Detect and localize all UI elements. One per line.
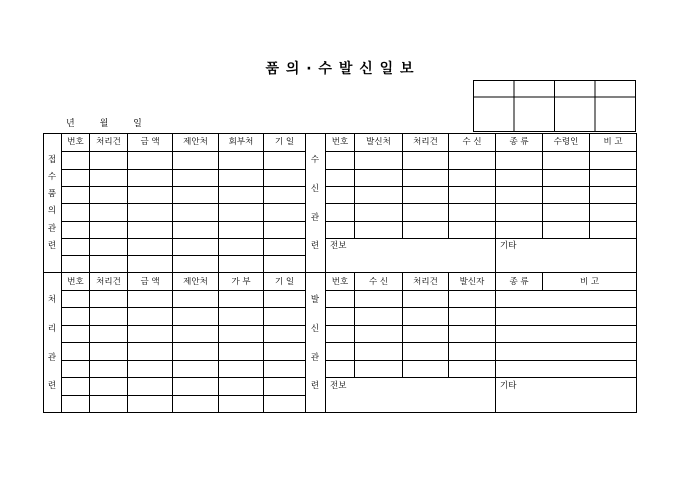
tr-footer-other: 기타 — [500, 241, 517, 251]
tr-header-type: 종 류 — [509, 137, 529, 147]
tl-header-due-date: 기 일 — [274, 137, 295, 147]
bl-side-char-4: 련 — [47, 381, 57, 391]
tr-header-sender: 발신처 — [366, 137, 391, 147]
date-year-label: 년 — [66, 119, 75, 129]
bl-header-case: 처리건 — [96, 277, 121, 287]
bl-header-due-date: 기 일 — [274, 277, 295, 287]
bl-header-number: 번호 — [67, 277, 84, 287]
tr-side-char-1: 수 — [310, 155, 320, 165]
tl-side-char-5: 관 — [47, 224, 57, 234]
bl-header-approval: 가 부 — [231, 277, 251, 287]
br-footer-telegram: 전보 — [330, 381, 347, 391]
br-footer-other: 기타 — [500, 381, 517, 391]
bl-header-amount: 금 액 — [140, 277, 160, 287]
br-side-char-4: 련 — [310, 381, 320, 391]
tr-header-recipient: 수령인 — [553, 137, 579, 147]
tl-header-referral: 회부처 — [228, 137, 254, 147]
document-title: 품 의 · 수 발 신 일 보 — [265, 61, 415, 77]
tr-side-char-4: 련 — [310, 241, 320, 251]
date-month-label: 월 — [99, 119, 109, 129]
bl-side-char-2: 리 — [47, 324, 57, 334]
date-day-label: 일 — [133, 119, 142, 129]
tr-side-char-3: 관 — [310, 213, 320, 223]
tl-header-amount: 금 액 — [140, 137, 160, 147]
tr-footer-telegram: 전보 — [330, 241, 347, 251]
tr-header-case: 처리건 — [413, 137, 438, 147]
tl-side-char-4: 의 — [47, 206, 57, 216]
approval-stamp-box — [473, 80, 636, 132]
date-line — [66, 116, 164, 129]
br-header-case: 처리건 — [413, 277, 438, 287]
br-header-recipient: 수 신 — [368, 277, 389, 287]
tr-header-receive: 수 신 — [462, 137, 482, 147]
tl-side-char-3: 품 — [47, 189, 57, 199]
br-side-char-3: 관 — [310, 353, 320, 363]
bl-header-proposer: 제안처 — [183, 277, 208, 287]
tr-header-number: 번호 — [331, 137, 349, 147]
tl-header-case: 처리건 — [96, 137, 121, 147]
tr-header-remarks: 비 고 — [603, 137, 623, 147]
br-header-sender: 발신자 — [459, 277, 485, 287]
tl-side-char-1: 접 — [47, 155, 57, 165]
bl-side-char-1: 처 — [47, 295, 57, 305]
br-header-number: 번호 — [331, 277, 349, 287]
br-header-remarks: 비 고 — [579, 277, 600, 287]
tl-side-char-2: 수 — [47, 172, 57, 182]
tr-side-char-2: 신 — [310, 184, 320, 194]
bl-side-char-3: 관 — [47, 353, 57, 363]
br-side-char-1: 발 — [310, 295, 320, 305]
tl-header-number: 번호 — [67, 137, 84, 147]
tl-header-proposer: 제안처 — [183, 137, 208, 147]
br-header-type: 종 류 — [509, 277, 529, 287]
br-side-char-2: 신 — [310, 324, 320, 334]
tl-side-char-6: 련 — [47, 241, 57, 251]
